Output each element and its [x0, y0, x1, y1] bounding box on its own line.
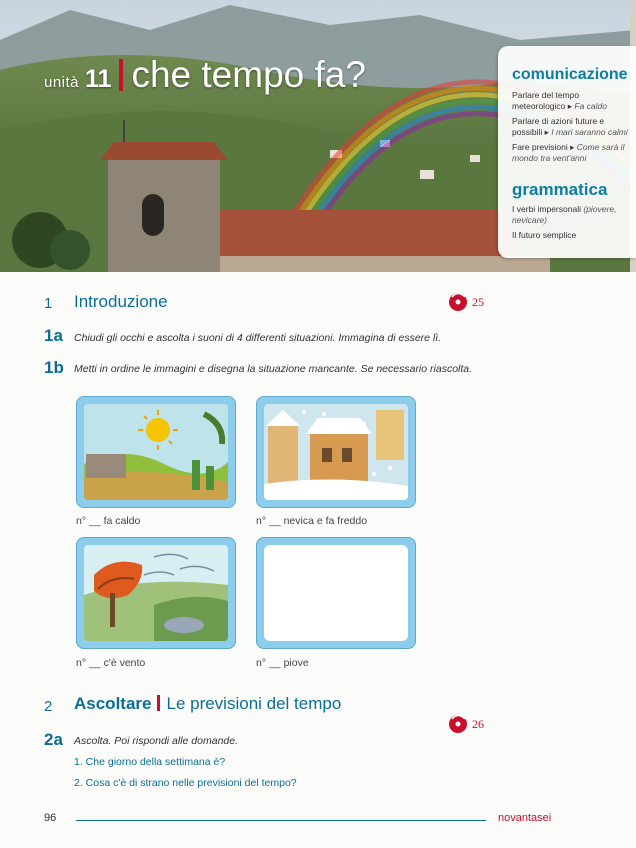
audio-track-25[interactable]	[448, 292, 484, 312]
sunny-landscape-illustration	[84, 404, 228, 500]
section-1-number: 1	[44, 295, 53, 312]
header-photo	[0, 0, 636, 272]
caption-prefix: n°	[76, 657, 87, 669]
section-2-number: 2	[44, 698, 53, 715]
answer-blank[interactable]: __	[268, 657, 281, 669]
item-text: Parlare di azioni future e possibili	[512, 116, 605, 137]
caption-prefix: n°	[76, 515, 87, 527]
track-number: 26	[472, 716, 484, 731]
unit-number: 11	[85, 65, 112, 93]
comunicazione-item: Parlare di azioni future e possibili ▸ I mari saranno calmi	[512, 116, 628, 137]
item-example: Come sarà il mondo tra vent'anni	[512, 142, 625, 163]
comunicazione-item: Parlare del tempo meteorologico ▸ Fa caldo	[512, 90, 607, 111]
caption-text: fa caldo	[103, 515, 141, 527]
answer-blank[interactable]: __	[88, 657, 101, 669]
image-card-sunny	[76, 396, 236, 508]
page-number: 96	[44, 812, 57, 824]
section-1-title: Introduzione	[74, 292, 168, 311]
item-example: (piovere, nevicare)	[512, 204, 617, 225]
question-2: 2. Cosa c'è di strano nelle previsioni del tempo?	[74, 777, 297, 789]
exercise-2a-instruction: Ascolta. Poi rispondi alle domande.	[74, 735, 239, 747]
item-text: Fare previsioni	[512, 142, 568, 152]
grammatica-list	[512, 204, 634, 246]
exercise-1b-label: 1b	[44, 358, 64, 377]
page-title: che tempo fa?	[131, 54, 366, 95]
item-text: Il futuro semplice	[512, 230, 577, 240]
windy-landscape-illustration	[84, 545, 228, 641]
objectives-box	[498, 46, 636, 258]
item-text: I verbi impersonali	[512, 204, 581, 214]
track-number: 25	[472, 294, 484, 309]
caption-text: c'è vento	[103, 657, 146, 669]
comunicazione-heading: comunicazione	[512, 66, 628, 83]
grammatica-heading: grammatica	[512, 180, 608, 199]
grammatica-item	[512, 204, 634, 225]
item-example: Fa caldo	[574, 100, 607, 111]
question-1: 1. Che giorno della settimana è?	[74, 756, 226, 768]
exercise-1b-instruction: Metti in ordine le immagini e disegna la situazione mancante. Se necessario riascolta.	[74, 363, 473, 375]
audio-track-26[interactable]	[448, 714, 484, 734]
item-text: Parlare del tempo meteorologico	[512, 90, 580, 111]
image-card-empty-drawing-area[interactable]	[256, 537, 416, 649]
title-divider	[157, 695, 160, 711]
caption-prefix: n°	[256, 657, 267, 669]
image-card-snow	[256, 396, 416, 508]
comunicazione-item: Fare previsioni ▸ Come sarà il mondo tra vent'anni	[512, 142, 625, 163]
caption-text: piove	[283, 657, 309, 669]
exercise-1a-instruction: Chiudi gli occhi e ascolta i suoni di 4 differenti situazioni. Immagina di essere lì.	[74, 332, 442, 344]
section-2-title-sub: Le previsioni del tempo	[166, 694, 342, 713]
footer-rule	[76, 820, 486, 821]
snowy-village-illustration	[264, 404, 408, 500]
cd-audio-icon	[448, 292, 470, 312]
caption-prefix: n°	[256, 515, 267, 527]
grammatica-item	[512, 230, 634, 241]
section-2-title-main: Ascoltare	[74, 694, 152, 713]
caption-rain	[256, 657, 309, 669]
section-2-title	[74, 694, 341, 714]
caption-sunny	[76, 515, 140, 527]
drawing-area[interactable]	[264, 545, 408, 641]
page-number-word: novantasei	[498, 812, 552, 824]
answer-blank[interactable]: __	[268, 515, 281, 527]
caption-windy	[76, 657, 145, 669]
unit-title	[44, 54, 366, 96]
exercise-2a-label: 2a	[44, 730, 63, 749]
caption-snow	[256, 515, 367, 527]
title-divider	[119, 59, 123, 91]
unit-label: unità	[44, 74, 80, 91]
cd-audio-icon	[448, 714, 470, 734]
item-example: I mari saranno calmi	[551, 126, 628, 137]
exercise-1a-label: 1a	[44, 326, 63, 345]
answer-blank[interactable]: __	[88, 515, 101, 527]
comunicazione-list	[512, 90, 634, 168]
image-card-windy	[76, 537, 236, 649]
caption-text: nevica e fa freddo	[283, 515, 368, 527]
